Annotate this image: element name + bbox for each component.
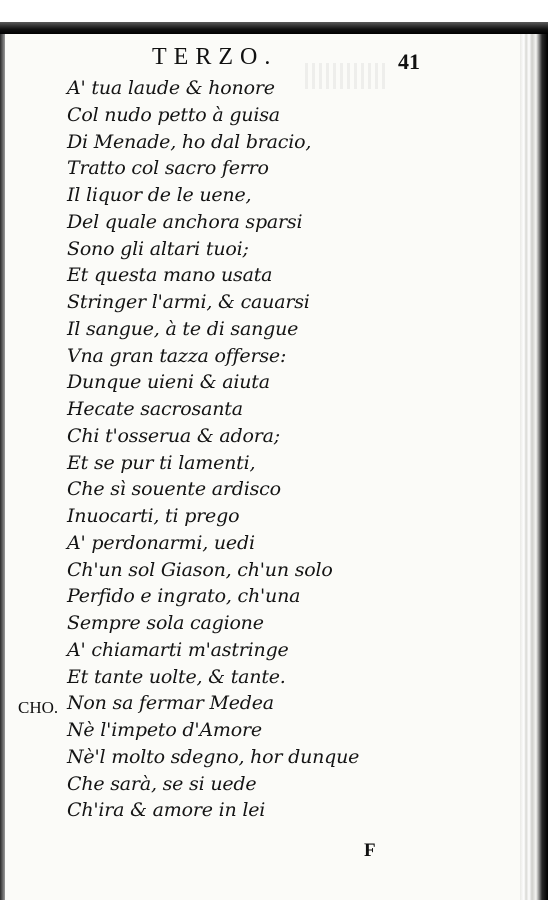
verse-line: Il liquor de le uene, xyxy=(67,184,252,206)
verse-line: Del quale anchora sparsi xyxy=(67,210,303,233)
verse-line: Et se pur ti lamenti, xyxy=(67,451,256,474)
verse-line: Ch'un sol Giason, ch'un solo xyxy=(67,558,333,581)
verse-line: Perfido e ingrato, ch'una xyxy=(67,585,301,608)
speaker-label: CHO. xyxy=(18,698,59,717)
verse-line: Non sa fermar Medea xyxy=(67,692,274,715)
verse-line: Che sarà, se si uede xyxy=(67,772,257,795)
page-number: 41 xyxy=(398,49,420,74)
verse-line: Inuocarti, ti prego xyxy=(67,505,240,527)
verse-line: Dunque uieni & aiuta xyxy=(67,371,270,394)
verse-line: Stringer l'armi, & cauarsi xyxy=(67,291,310,313)
verse-line: Hecate sacrosanta xyxy=(67,398,243,420)
verse-line: Et questa mano usata xyxy=(67,264,273,287)
scan-left-edge xyxy=(0,34,5,900)
verse-line: Il sangue, à te di sangue xyxy=(67,317,299,340)
verse-line: Chi t'osserua & adora; xyxy=(67,424,280,447)
verse-line: A' chiamarti m'astringe xyxy=(67,638,289,661)
running-head: TERZO. xyxy=(152,44,278,70)
scan-right-edge xyxy=(520,34,548,900)
verse-line: Che sì souente ardisco xyxy=(67,478,281,501)
verse-line: Sono gli altari tuoi; xyxy=(67,237,249,260)
verse-line: A' perdonarmi, uedi xyxy=(67,531,255,554)
verse-line: Sempre sola cagione xyxy=(67,612,264,634)
verse-line: Ch'ira & amore in lei xyxy=(67,799,266,822)
verse-list xyxy=(67,75,507,824)
scan-top-edge xyxy=(0,22,548,34)
signature-mark: F xyxy=(364,840,376,861)
verse-line: Vna gran tazza offerse: xyxy=(67,344,287,367)
verse-line: Col nudo petto à guisa xyxy=(67,103,280,126)
verse-line: Nè l'impeto d'Amore xyxy=(67,719,262,741)
verse-line: Nè'l molto sdegno, hor dunque xyxy=(67,745,360,768)
verse-line: Di Menade, ho dal bracio, xyxy=(67,130,312,153)
verse-line: Et tante uolte, & tante. xyxy=(67,665,286,688)
scan-top-margin xyxy=(0,0,548,22)
verse-line: A' tua laude & honore xyxy=(67,77,275,99)
verse-line: Tratto col sacro ferro xyxy=(67,157,269,180)
